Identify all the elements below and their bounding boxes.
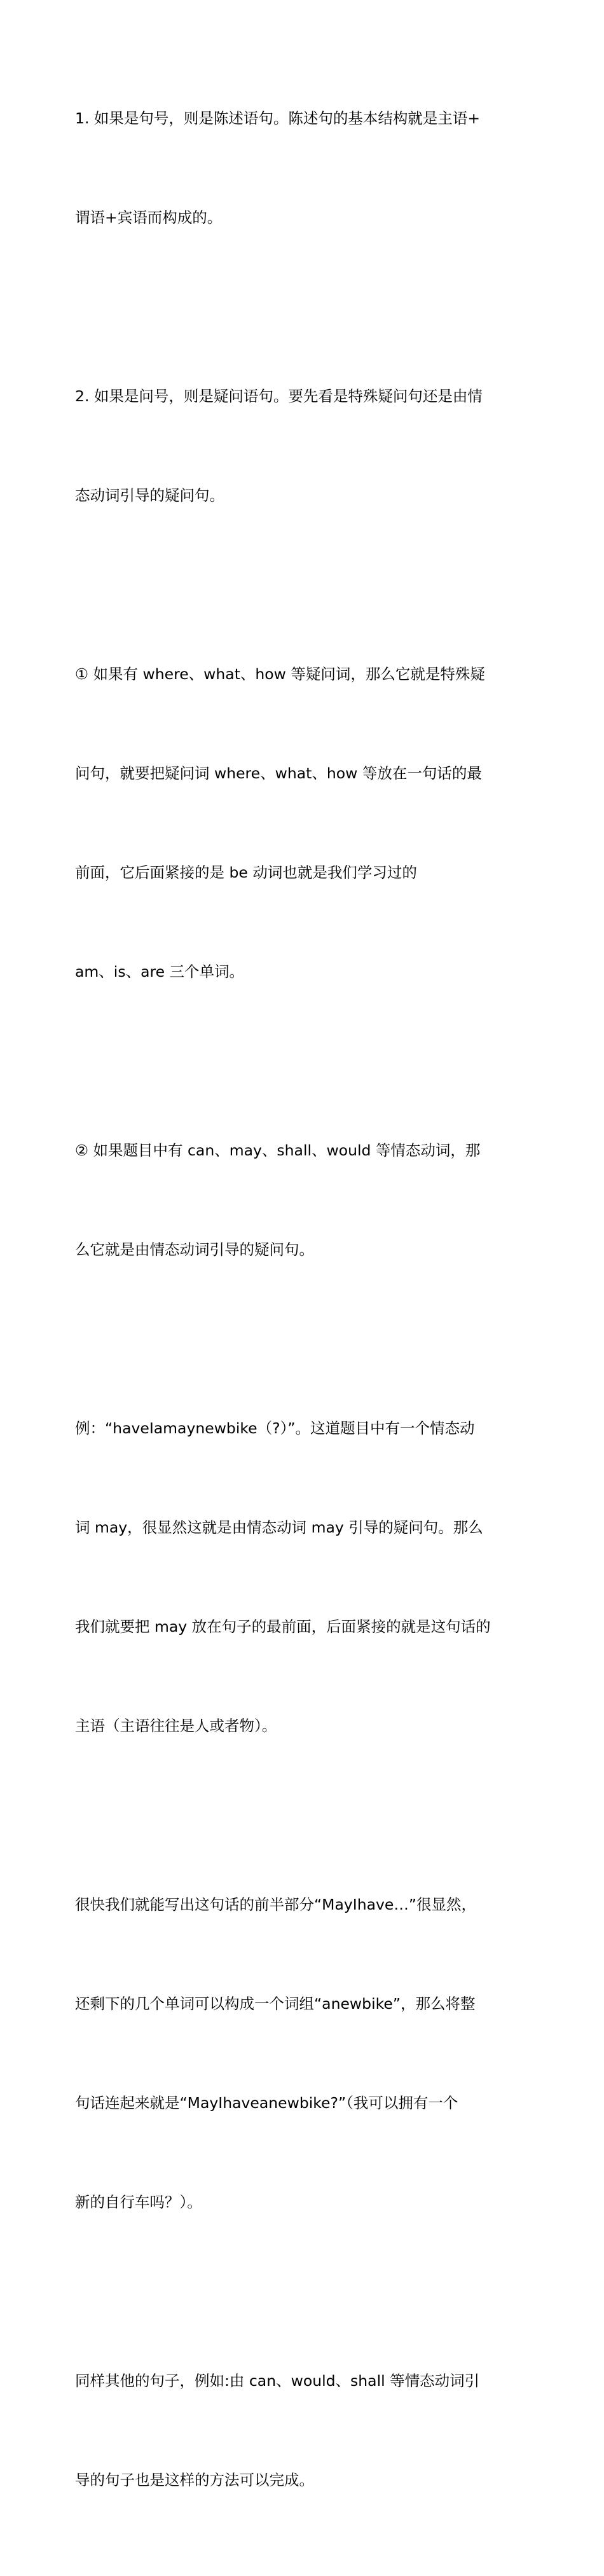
text-line: 句话连起来就是“MayIhaveanewbike?”（我可以拥有一个 [75,2094,458,2112]
paragraph-special-question [75,591,533,1054]
paragraph-declarative-sentence [75,36,533,300]
paragraph-interrogative-sentence [75,313,533,578]
text-line: 还剩下的几个单词可以构成一个词组“anewbike”，那么将整 [75,1995,476,2013]
text-line: 么它就是由情态动词引导的疑问句。 [75,1241,314,1258]
text-line: 我们就要把 may 放在句子的最前面，后面紧接的就是这句话的 [75,1618,491,1636]
text-line: ① 如果有 where、what、how 等疑问词，那么它就是特殊疑 [75,665,485,683]
text-line: 谓语+宾语而构成的。 [75,209,223,226]
text-line: am、is、are 三个单词。 [75,963,245,981]
text-line: 很快我们就能写出这句话的前半部分“MayIhave…”很显然， [75,1896,477,1913]
text-line: 1. 如果是句号，则是陈述语句。陈述句的基本结构就是主语+ [75,109,481,127]
document-body [75,36,533,2576]
text-line: 主语（主语往往是人或者物）。 [75,1717,277,1735]
paragraph-answer [75,1822,533,2285]
text-line: 2. 如果是问号，则是疑问语句。要先看是特殊疑问句还是由情 [75,387,483,405]
text-line: 导的句子也是这样的方法可以完成。 [75,2471,314,2489]
text-line: 前面，它后面紧接的是 be 动词也就是我们学习过的 [75,864,417,881]
text-line: 词 may，很显然这就是由情态动词 may 引导的疑问句。那么 [75,1519,483,1536]
paragraph-conclusion [75,2298,533,2563]
text-line: 态动词引导的疑问句。 [75,486,224,504]
paragraph-example [75,1346,533,1808]
text-line: 新的自行车吗？）。 [75,2193,202,2211]
text-line: 问句，就要把疑问词 where、what、how 等放在一句话的最 [75,764,482,782]
text-line: ② 如果题目中有 can、may、shall、would 等情态动词，那 [75,1141,481,1159]
paragraph-modal-verb-question [75,1068,533,1332]
text-line: 例：“haveIamaynewbike（?）”。这道题目中有一个情态动 [75,1419,475,1437]
text-line: 同样其他的句子，例如:由 can、would、shall 等情态动词引 [75,2372,480,2390]
